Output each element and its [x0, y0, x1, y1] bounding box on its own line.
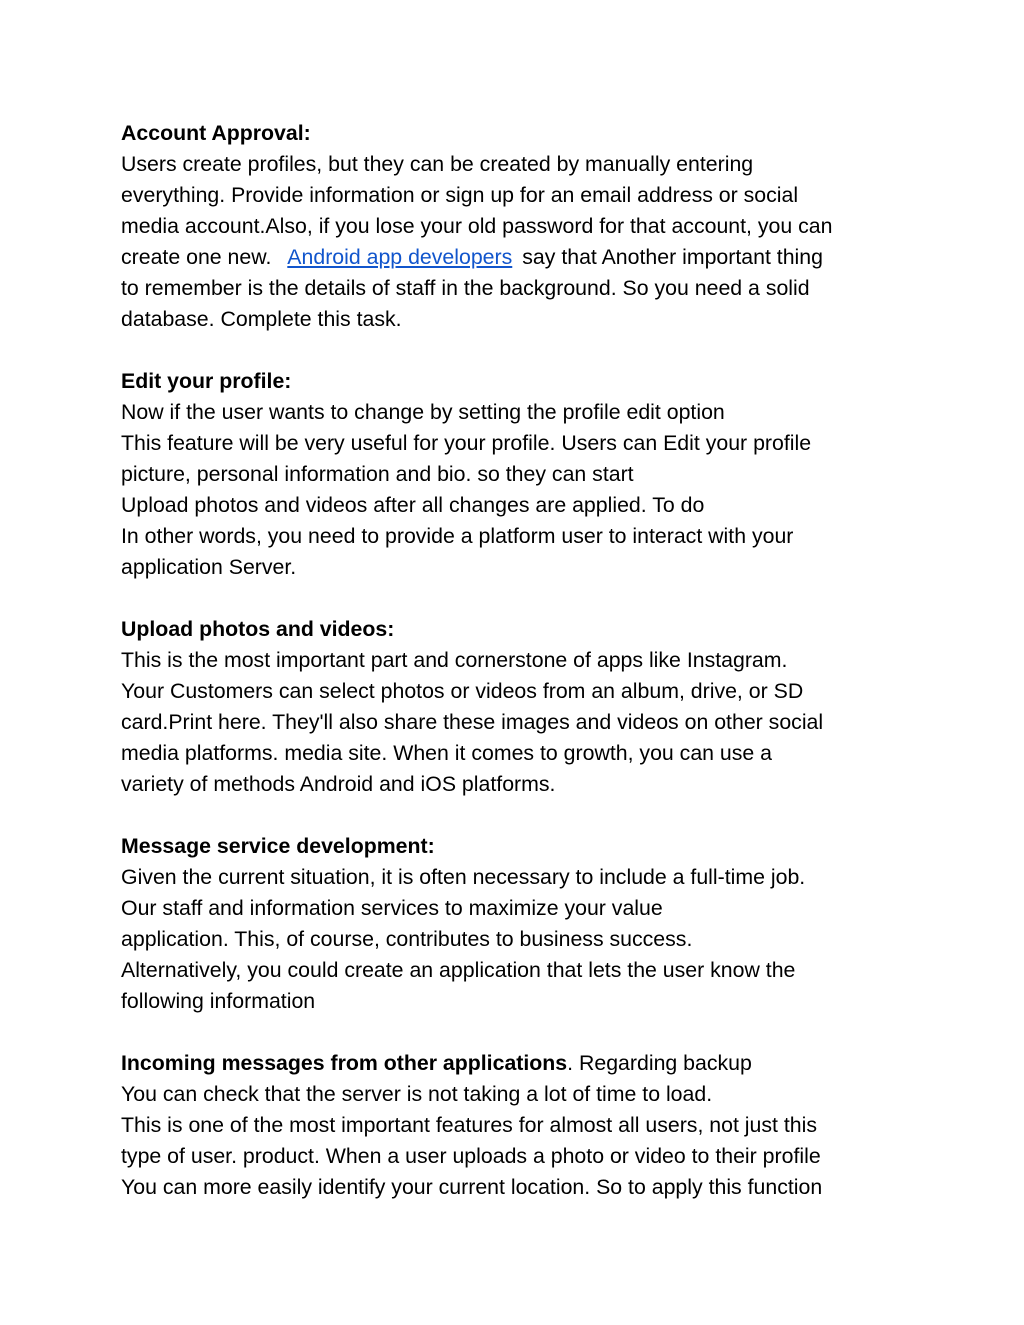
heading-upload-photos-videos: Upload photos and videos:	[121, 617, 395, 641]
paragraph-line: You can more easily identify your current location. So to apply this function	[121, 1175, 823, 1199]
heading-edit-profile: Edit your profile:	[121, 369, 292, 393]
android-app-developers-link[interactable]: Android app developers	[287, 245, 513, 269]
paragraph-line: Now if the user wants to change by setting the profile edit option	[121, 400, 725, 424]
document-page	[121, 118, 921, 1234]
section-incoming-messages	[121, 1048, 921, 1203]
paragraph-line: You can check that the server is not taking a lot of time to load.	[121, 1082, 713, 1106]
link-line-after: say that Another important thing	[522, 245, 823, 269]
heading-rest-text: . Regarding backup	[567, 1051, 752, 1075]
paragraph-line-with-link	[121, 242, 921, 273]
paragraph-line: media platforms. media site. When it comes to growth, you can use a	[121, 741, 773, 765]
paragraph-line: Upload photos and videos after all changes are applied. To do	[121, 493, 705, 517]
paragraph-line: Your Customers can select photos or videos from an album, drive, or SD	[121, 679, 804, 703]
paragraph-line: Users create profiles, but they can be created by manually entering	[121, 152, 754, 176]
heading-account-approval: Account Approval:	[121, 121, 311, 145]
paragraph-line: This is one of the most important features for almost all users, not just this	[121, 1113, 817, 1137]
paragraph-line: variety of methods Android and iOS platforms.	[121, 772, 556, 796]
paragraph-line: type of user. product. When a user uploads a photo or video to their profile	[121, 1144, 821, 1168]
section-edit-profile	[121, 366, 921, 583]
paragraph-line: media account.Also, if you lose your old password for that account, you can	[121, 214, 833, 238]
paragraph-line: database. Complete this task.	[121, 307, 402, 331]
section-upload-photos-videos	[121, 614, 921, 800]
heading-line-incoming-messages	[121, 1048, 921, 1079]
heading-message-service: Message service development:	[121, 834, 435, 858]
paragraph-line: card.Print here. They'll also share these images and videos on other social	[121, 710, 824, 734]
section-account-approval	[121, 118, 921, 335]
paragraph-line: picture, personal information and bio. so they can start	[121, 462, 634, 486]
heading-incoming-messages: Incoming messages from other applications	[121, 1051, 568, 1075]
paragraph-line: Given the current situation, it is often necessary to include a full-time job.	[121, 865, 806, 889]
link-line-before: create one new.	[121, 245, 272, 269]
paragraph-line: application Server.	[121, 555, 297, 579]
paragraph-line: to remember is the details of staff in the background. So you need a solid	[121, 276, 810, 300]
paragraph-line: application. This, of course, contributes to business success.	[121, 927, 693, 951]
paragraph-line: everything. Provide information or sign up for an email address or social	[121, 183, 799, 207]
paragraph-line: This is the most important part and cornerstone of apps like Instagram.	[121, 648, 788, 672]
paragraph-line: In other words, you need to provide a platform user to interact with your	[121, 524, 794, 548]
paragraph-line: Our staff and information services to maximize your value	[121, 896, 663, 920]
paragraph-line: Alternatively, you could create an application that lets the user know the	[121, 958, 796, 982]
paragraph-line: This feature will be very useful for your profile. Users can Edit your profile	[121, 431, 812, 455]
section-message-service	[121, 831, 921, 1017]
paragraph-line: following information	[121, 989, 316, 1013]
